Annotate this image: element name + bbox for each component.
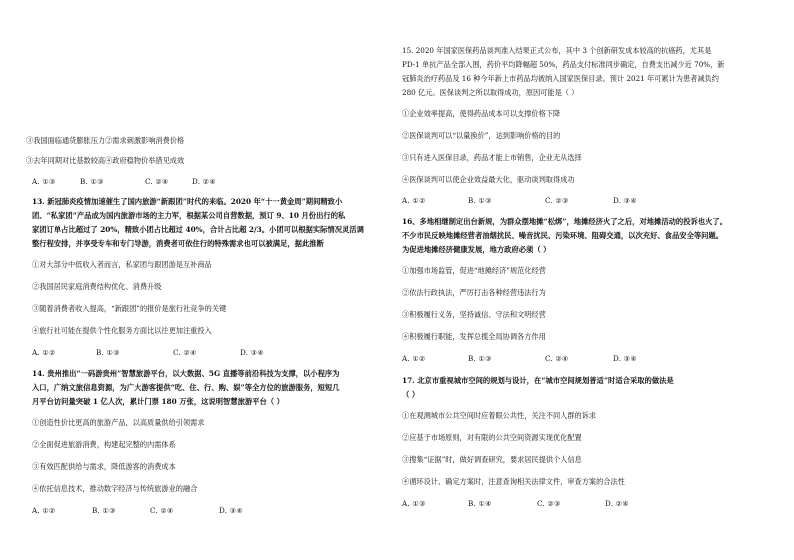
q16-stem-line-3: 为促进地摊经济健康发展，地方政府必须（ ） [402,245,551,254]
answer-choice-a: A. ①③ [32,177,56,186]
q14-option-3: ③有效匹配供给与需求，降低游客的消费成本 [32,462,176,471]
q15-stem-line-4: 280 亿元。医保谈判之所以取得成功，原因可能是（ ） [402,88,579,97]
answer-choice-c: C. ②④ [173,348,197,357]
answer-choice-b: B. ①③ [468,196,492,205]
q15-stem-line-2: PD-1 单抗产品全部入围，药价平均降幅超 50%，药品支付标准同步确定，自费支出减少近 70%，新 [402,60,725,69]
q16-option-3: ③积极履行义务，坚持诚信、守法和文明经营 [402,310,546,319]
answer-choice-a: A. ①② [32,348,56,357]
q16-stem-line-2: 不少市民反映地摊经营者油烟扰民、噪音扰民、污染环境、阻碍交通，以次充好、食品安全等问题。 [402,231,724,240]
q14-option-4: ④依托信息技术，推动数字经济与传统旅游业的融合 [32,484,198,493]
answer-choice-d: D. ③④ [240,348,264,357]
answer-choice-b: B. ①③ [96,348,120,357]
answer-choice-a: A. ①② [402,354,426,363]
answer-choice-a: A. ①③ [402,499,426,508]
q17-option-1: ①在观测城市公共空间时应着眼公共性，关注不同人群的诉求 [402,411,597,420]
answer-choice-c: C. ②④ [145,177,169,186]
q15-option-4: ④医保谈判可以使企业效益最大化，驱动谈判取得成功 [402,175,575,184]
answer-choice-b: B. ①④ [468,499,492,508]
q17-option-2: ②应基于市场原则，对有限的公共空间资源实现优化配置 [402,433,582,442]
answer-choice-a: A. ①② [32,506,56,515]
q16-stem-line-1: 16、多地相继制定出台新规，为群众摆地摊“松绑”，地摊经济火了之后，对地摊活动的投诉也火了。 [402,217,728,226]
q17-option-4: ④循环设计、确定方案时，注意查询相关法律文件，审查方案的合法性 [402,477,625,486]
q13-stem-line-3: 家团订单占比超过了 20%，精致小团占比超过 40%，合计占比超 2/3。小团可以根据实际情况灵活调 [32,225,364,234]
q13-stem-line-1: 13. 新冠肺炎疫情加速催生了国内旅游“新跟团”时代的来临。2020 年“十一黄金周”期间精致小 [32,197,343,206]
answer-choice-c: C. ②③ [537,499,561,508]
q15-stem-line-1: 15. 2020 年国家医保药品谈判准入结果正式公布，其中 3 个创新研发成本较高的抗癌药，尤其是 [402,46,712,55]
q15-stem-line-3: 冠肺炎治疗药品及 16 种今年新上市药品均被纳入国家医保目录。预计 2021 年可累计为患者减负约 [402,74,719,83]
q17-option-3: ③搜集“证据”时，做好调查研究，要求居民提供个人信息 [402,455,582,464]
answer-choice-d: D. ②④ [192,177,216,186]
answer-choice-d: D. ③④ [219,506,243,515]
answer-choice-b: B. ①③ [92,506,116,515]
answer-choice-d: D. ②④ [605,499,629,508]
q16-option-1: ①加强市场监管，促进“地摊经济”规范化经营 [402,266,546,275]
q13-stem-line-2: 团、“私家团”产品成为国内旅游市场的主力军，根据某公司自营数据，预订 9、10 月份出行的私 [32,211,346,220]
q15-option-2: ②医保谈判可以“以量换价”，达到影响价格的目的 [402,131,561,140]
q14-stem-line-1: 14. 贵州推出“一码游贵州”智慧旅游平台，以大数据、5G 直播等前沿科技为支撑，以小程序为 [32,369,340,378]
q12-option-line-1: ③我国面临通货膨胀压力②需求刺激影响消费价格 [26,136,185,145]
q14-stem-line-2: 入口，广纳文旅信息资源，为广大游客提供“吃、住、行、购、娱”等全方位的旅游服务，短短几 [32,383,340,392]
q13-option-3: ③随着消费者收入提高，“新跟团”的报价是旅行社竞争的关键 [32,304,227,313]
q15-option-1: ①企业效率提高，使得药品成本可以支撑价格下降 [402,109,561,118]
q17-stem-line-2: （ ） [402,390,420,399]
q13-option-1: ①对大部分中低收入者而言，私家团与跟团游是互补商品 [32,260,212,269]
answer-choice-d: D. ③④ [613,196,637,205]
answer-choice-c: C. ②③ [545,196,569,205]
q14-stem-line-3: 月平台访问量突破 1 亿人次，累计门票 180 万张，这说明智慧旅游平台（ ） [32,397,284,406]
answer-choice-a: A. ①② [402,196,426,205]
q12-option-line-2: ③去年同期对比基数较高④政府稳物价举措见成效 [26,156,185,165]
answer-choice-b: B. ①③ [468,354,492,363]
q14-option-1: ①创造性价比更高的旅游产品，以高质量供给引领需求 [32,418,205,427]
answer-choice-c: C. ②④ [545,354,569,363]
q15-option-3: ③只有进入医保目录，药品才能上市销售，企业无从选择 [402,153,582,162]
q14-option-2: ②全面促进旅游消费，构建起完整的内需体系 [32,440,176,449]
q16-option-4: ④积极履行职能，发挥总揽全局协调各方作用 [402,332,546,341]
q13-option-4: ④旅行社可能在提供个性化服务方面比以往更加注重投入 [32,326,212,335]
answer-choice-b: B. ①③ [80,177,104,186]
q13-stem-line-4: 整行程安排，并享受专车和专门导游，消费者可依住行的特殊需求也可以被满足，据此推断 [32,239,324,248]
q13-option-2: ②我国居民家庭消费结构优化、消费升级 [32,282,162,291]
q16-option-2: ②依法行政执法，严厉打击各种经营违法行为 [402,288,546,297]
answer-choice-d: D. ③④ [613,354,637,363]
q17-stem-line-1: 17. 北京市重视城市空间的规划与设计，在“城市空间规划普适”时适合采取的做法是 [402,376,674,385]
answer-choice-c: C. ②④ [150,506,174,515]
